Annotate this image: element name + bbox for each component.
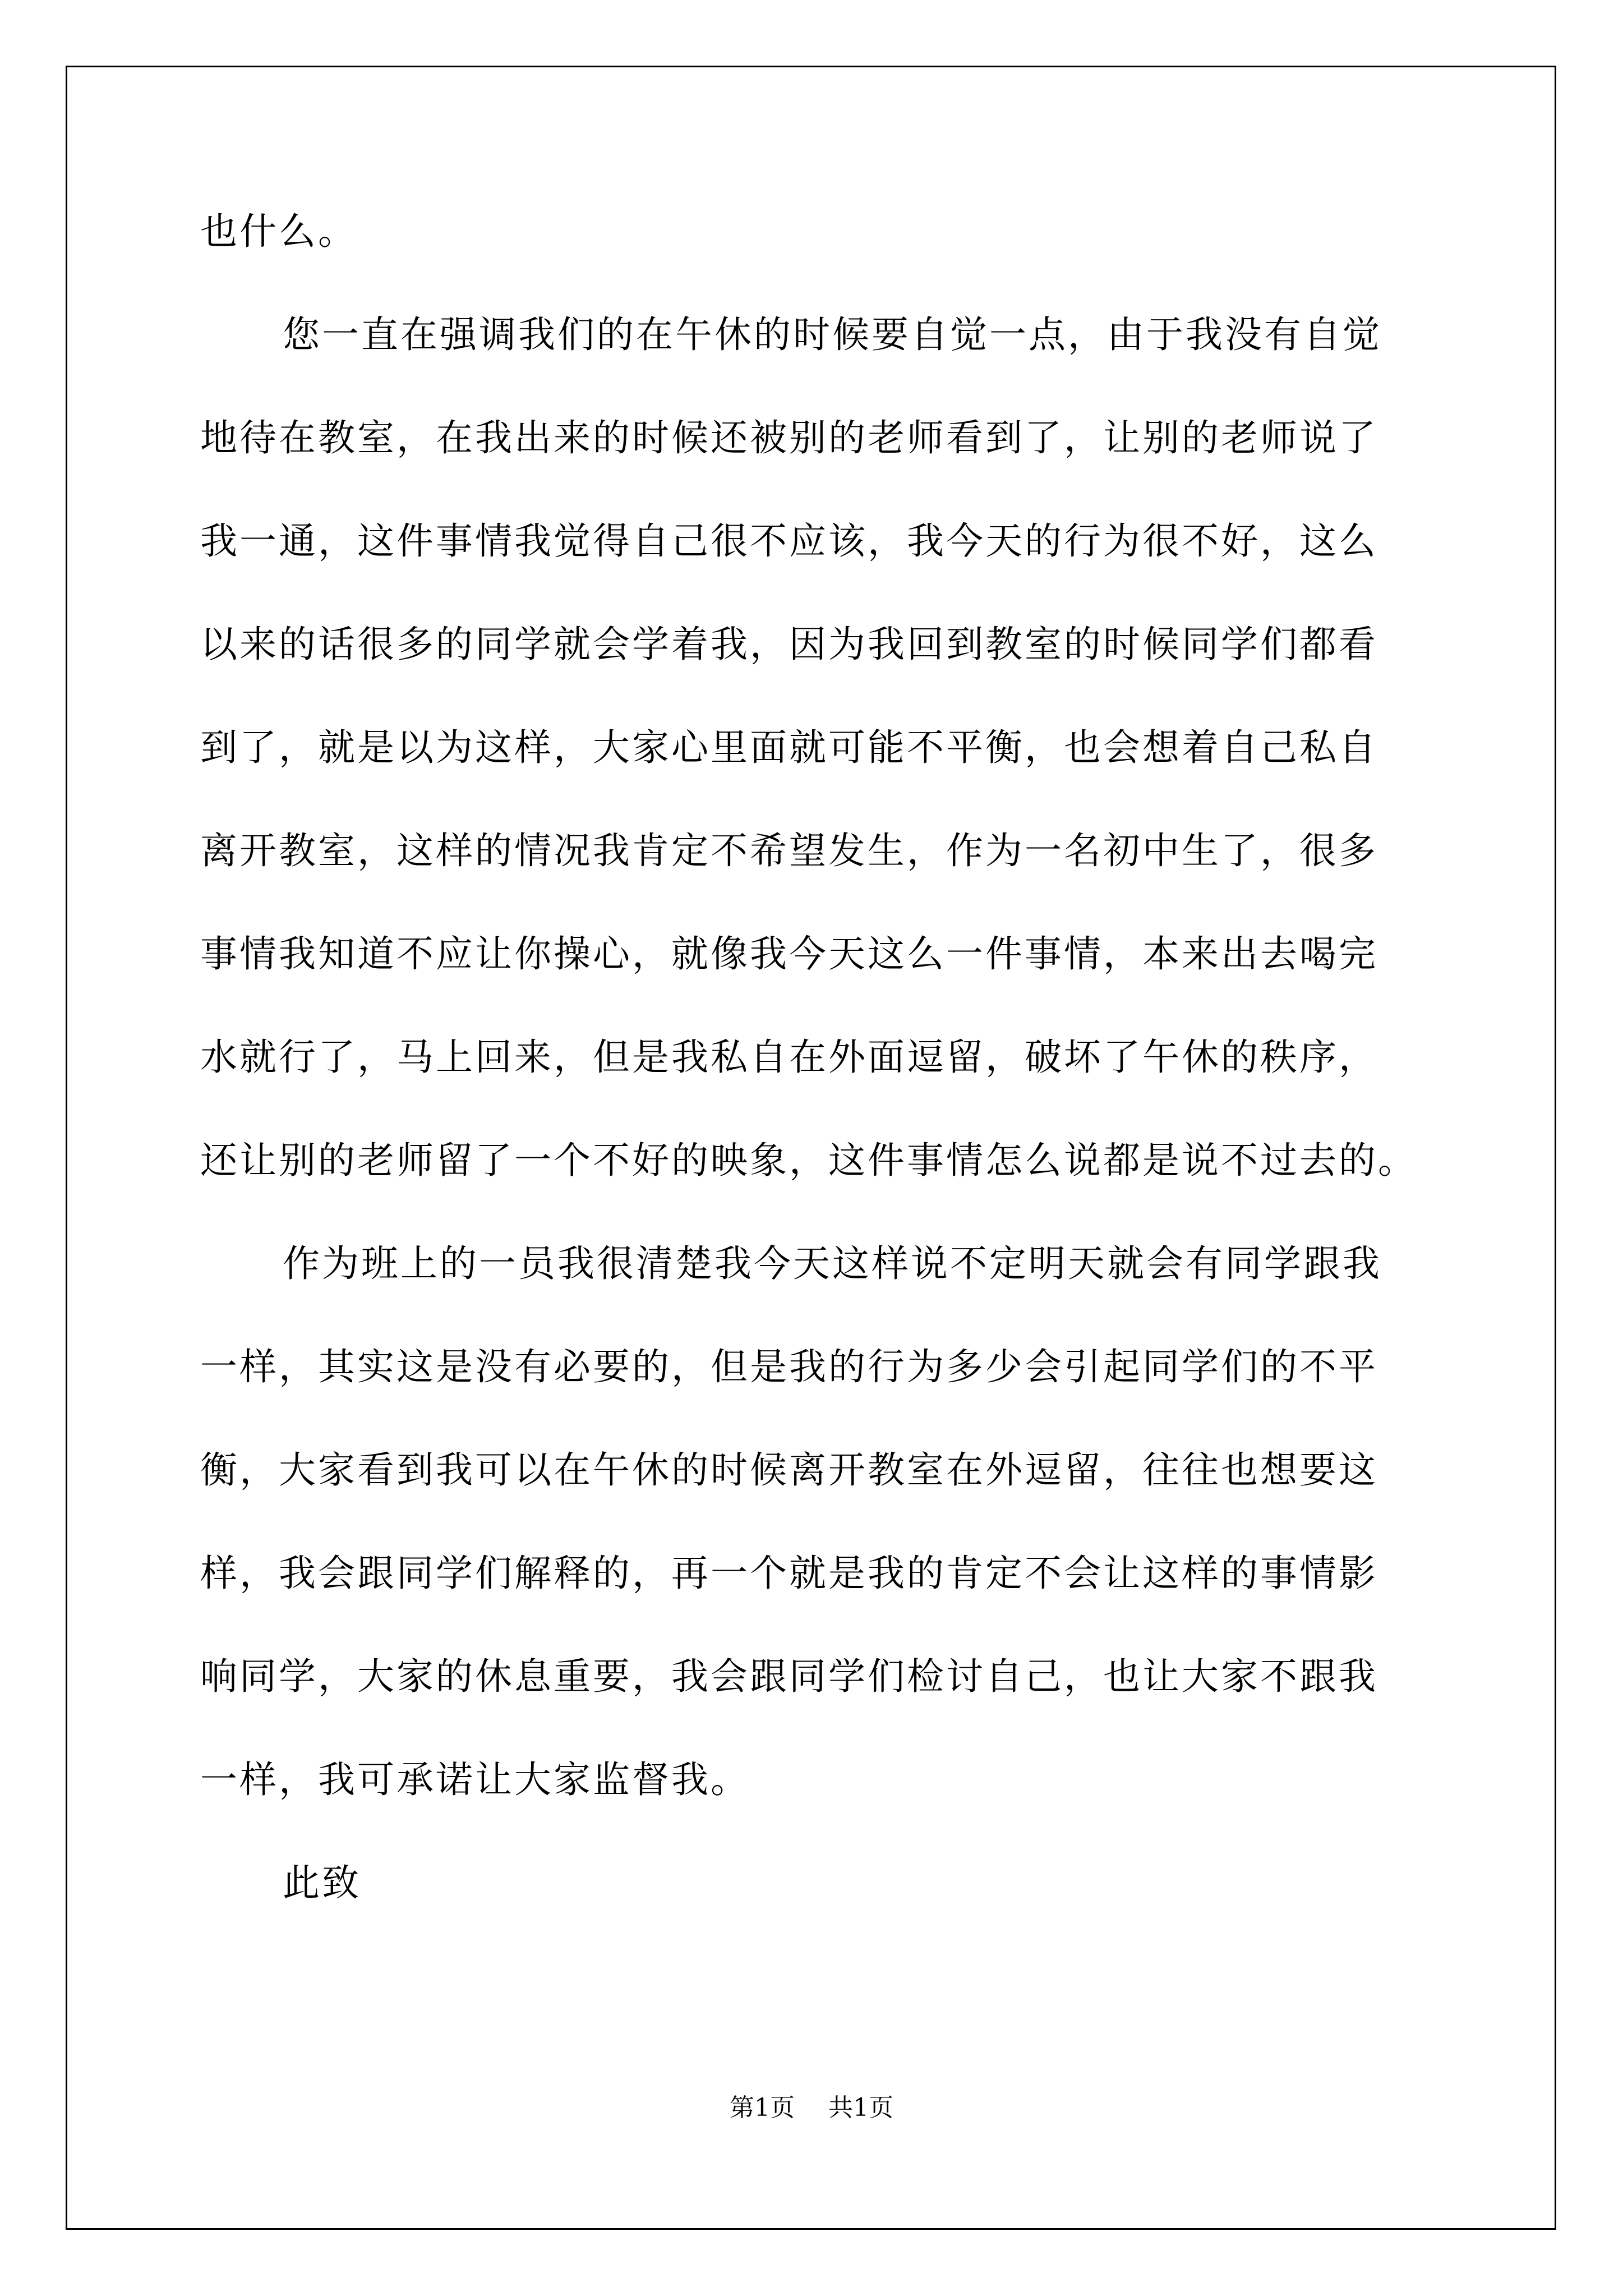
text-line: 地待在教室，在我出来的时候还被别的老师看到了，让别的老师说了 bbox=[200, 416, 1378, 459]
document-body bbox=[200, 206, 1440, 1961]
text-line: 也什么。 bbox=[200, 210, 357, 253]
text-line: 还让别的老师留了一个不好的映象，这件事情怎么说都是说不过去的。 bbox=[200, 1139, 1417, 1182]
page-number: 第1页 bbox=[730, 2093, 795, 2122]
page-footer bbox=[0, 2091, 1623, 2125]
text-line: 以来的话很多的同学就会学着我，因为我回到教室的时候同学们都看 bbox=[200, 623, 1378, 666]
text-line: 您一直在强调我们的在午休的时候要自觉一点，由于我没有自觉 bbox=[283, 313, 1382, 356]
text-line: 作为班上的一员我很清楚我今天这样说不定明天就会有同学跟我 bbox=[283, 1242, 1382, 1285]
text-line: 水就行了，马上回来，但是我私自在外面逗留，破坏了午休的秩序， bbox=[200, 1036, 1378, 1079]
text-line: 样，我会跟同学们解释的，再一个就是我的肯定不会让这样的事情影 bbox=[200, 1552, 1378, 1595]
text-line: 离开教室，这样的情况我肯定不希望发生，作为一名初中生了，很多 bbox=[200, 829, 1378, 872]
page-total: 共1页 bbox=[828, 2093, 893, 2122]
text-line: 一样，我可承诺让大家监督我。 bbox=[200, 1758, 750, 1801]
text-line: 到了，就是以为这样，大家心里面就可能不平衡，也会想着自己私自 bbox=[200, 726, 1378, 769]
text-line: 事情我知道不应让你操心，就像我今天这么一件事情，本来出去喝完 bbox=[200, 932, 1378, 976]
text-line: 一样，其实这是没有必要的，但是我的行为多少会引起同学们的不平 bbox=[200, 1345, 1378, 1388]
text-line: 我一通，这件事情我觉得自己很不应该，我今天的行为很不好，这么 bbox=[200, 519, 1378, 563]
text-line: 响同学，大家的休息重要，我会跟同学们检讨自己，也让大家不跟我 bbox=[200, 1655, 1378, 1698]
text-line: 衡，大家看到我可以在午休的时候离开教室在外逗留，往往也想要这 bbox=[200, 1448, 1378, 1492]
text-line: 此致 bbox=[283, 1861, 361, 1904]
